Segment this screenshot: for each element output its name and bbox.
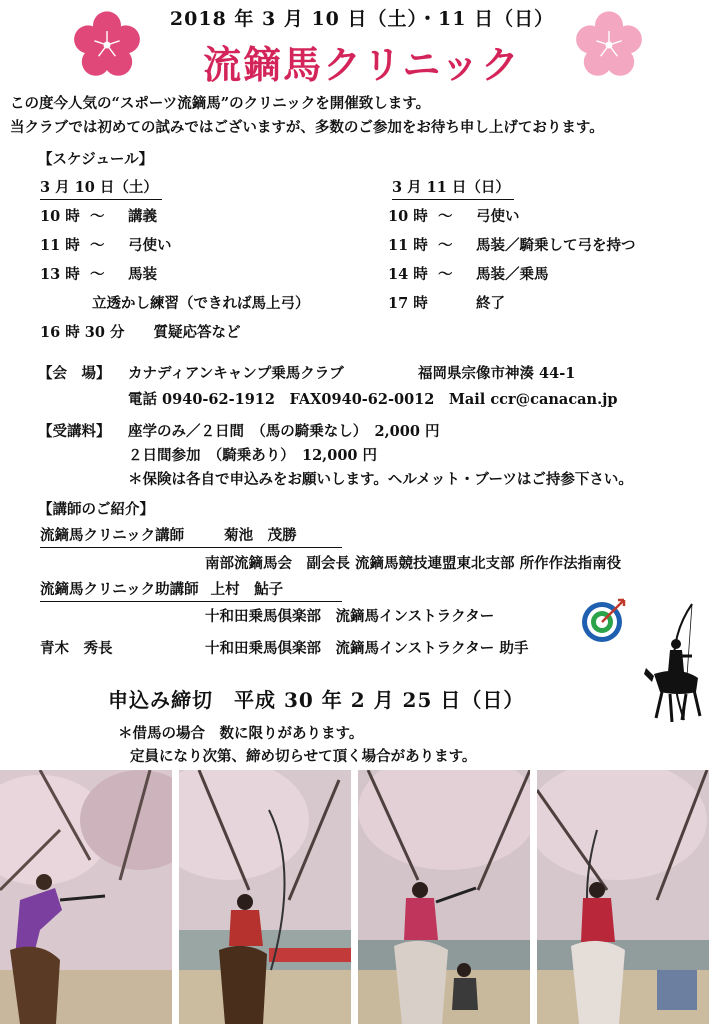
deadline: 申込み締切 平成 30 年 2 月 25 日（日） [108, 688, 525, 712]
helper-detail: 十和田乗馬倶楽部 流鏑馬インストラクター 助手 [205, 640, 529, 657]
venue-contact: 電話 0940-62-1912 FAX0940-62-0012 Mail ccr@canacan.jp [128, 391, 618, 408]
deadline-note-2: 定員になり次第、締め切らせて頂く場合があります。 [130, 748, 477, 765]
assistant-instructor: 流鏑馬クリニック助講師 上村 鮎子 [40, 578, 342, 602]
photo-2 [179, 770, 351, 1024]
venue-name: カナディアンキャンプ乗馬クラブ [128, 365, 344, 382]
day1-last: 16 時 30 分 質疑応答など [40, 324, 241, 341]
assistant-instructor-detail: 十和田乗馬倶楽部 流鏑馬インストラクター [205, 608, 495, 625]
instructors-heading: 【講師のご紹介】 [38, 501, 154, 518]
day2-row: 10 時 ～ 弓使い [388, 208, 520, 225]
archery-target-icon [580, 594, 630, 644]
day1-row: 13 時 ～ 馬装 [40, 266, 157, 283]
event-date: 2018 年 3 月 10 日（土）・11 日（日） [169, 8, 555, 30]
day2-row: 11 時 ～ 馬装／騎乗して弓を持つ [388, 237, 636, 254]
main-instructor-detail: 南部流鏑馬会 副会長 流鏑馬競技連盟東北支部 所作作法指南役 [205, 555, 622, 572]
fee-line-1: 座学のみ／２日間 （馬の騎乗なし） 2,000 円 [128, 423, 440, 440]
day2-row: 17 時 終了 [388, 295, 505, 312]
page-title: 流鏑馬クリニック [203, 42, 521, 87]
fee-line-2: ２日間参加 （騎乗あり） 12,000 円 [128, 447, 378, 464]
day1-date: 3 月 10 日（土） [40, 176, 162, 200]
cherry-blossom-icon [574, 10, 644, 80]
helper-name: 青木 秀長 [40, 640, 113, 657]
photo-1 [0, 770, 172, 1024]
intro-line-1: この度今人気の“スポーツ流鏑馬”のクリニックを開催致します。 [10, 95, 431, 112]
photo-4 [537, 770, 709, 1024]
day1-row: 10 時 ～ 講義 [40, 208, 157, 225]
schedule-heading: 【スケジュール】 [38, 151, 154, 168]
photo-3 [358, 770, 530, 1024]
fee-label: 【受講料】 [38, 423, 111, 440]
day1-extra: 立透かし練習（できれば馬上弓） [92, 295, 310, 312]
venue-address: 福岡県宗像市神湊 44-1 [418, 365, 576, 382]
main-instructor: 流鏑馬クリニック講師 菊池 茂勝 [40, 524, 342, 548]
fee-note: ＊保険は各自で申込みをお願いします。ヘルメット・ブーツはご持参下さい。 [128, 471, 633, 488]
horseback-archer-silhouette [640, 600, 720, 740]
day2-date: 3 月 11 日（日） [392, 176, 514, 200]
deadline-note-1: ＊借馬の場合 数に限りがあります。 [118, 725, 364, 742]
day1-row: 11 時 ～ 弓使い [40, 237, 172, 254]
day2-row: 14 時 ～ 馬装／乗馬 [388, 266, 549, 283]
venue-label: 【会 場】 [38, 365, 111, 382]
intro-line-2: 当クラブでは初めての試みではございますが、多数のご参加をお待ち申し上げております。 [10, 119, 604, 136]
